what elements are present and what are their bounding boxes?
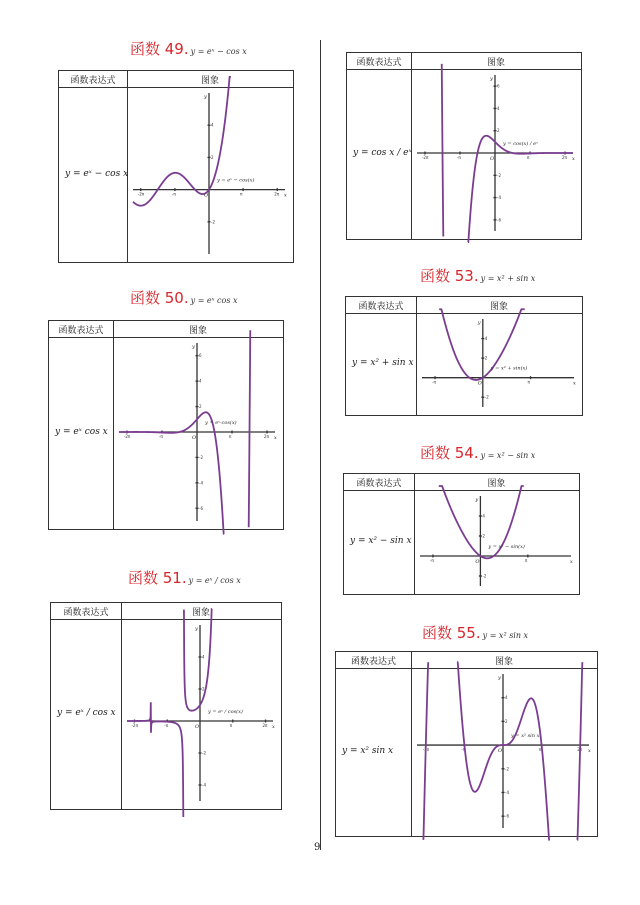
title-50: 函数 50. y = eˣ cos x <box>130 289 238 307</box>
function-graph <box>422 319 574 407</box>
function-expression: y = eˣ / cos x <box>57 708 116 718</box>
curve-label: y = eˣ − cos(x) <box>217 177 255 184</box>
origin-label: O <box>490 156 495 162</box>
y-tick-label: 4 <box>482 513 485 519</box>
header-expression: 函数表达式 <box>63 608 109 618</box>
x-tick-label: -π <box>456 155 461 160</box>
x-tick-label: π <box>527 379 530 385</box>
x-tick-label: 2π <box>274 191 280 197</box>
y-axis-symbol: y <box>192 344 195 350</box>
title-49: 函数 49. y = eˣ − cos x <box>130 40 247 58</box>
function-graph <box>417 75 573 231</box>
origin-label: O <box>204 192 209 199</box>
x-tick-label: -π <box>164 723 169 728</box>
y-tick-label: 2 <box>497 128 500 134</box>
card-53 <box>345 296 583 416</box>
x-tick-label: π <box>240 191 243 197</box>
function-curve <box>133 77 231 206</box>
x-tick-label: 2π <box>264 434 269 439</box>
origin-label: O <box>475 559 480 565</box>
x-tick-label: -2π <box>422 747 430 753</box>
column-divider <box>121 603 122 809</box>
x-axis-symbol: x <box>272 724 275 730</box>
page-divider <box>320 40 321 850</box>
y-tick-label: -6 <box>199 505 203 511</box>
table-header <box>344 474 579 491</box>
function-expression: y = eˣ − cos x <box>65 168 129 179</box>
x-tick-label: π <box>538 747 542 753</box>
y-tick-label: 6 <box>199 353 202 359</box>
header-graph: 图象 <box>188 326 207 336</box>
card-52 <box>346 52 582 240</box>
y-tick-label: 2 <box>199 404 202 410</box>
column-divider <box>416 297 417 415</box>
header-expression: 函数表达式 <box>356 479 402 489</box>
y-tick-label: -4 <box>202 782 206 788</box>
card-50 <box>48 320 284 530</box>
y-tick-label: 4 <box>199 378 202 384</box>
x-axis-symbol: x <box>570 559 573 565</box>
curve-label: y = eˣ / cos(x) <box>208 709 243 715</box>
table-header <box>336 652 597 669</box>
x-axis-symbol: x <box>573 380 576 387</box>
y-tick-label: -2 <box>505 766 509 772</box>
y-axis-symbol: y <box>475 497 479 503</box>
x-tick-label: -2π <box>131 723 138 728</box>
y-tick-label: 4 <box>505 695 508 701</box>
card-51 <box>50 602 282 810</box>
origin-label: O <box>498 748 503 755</box>
function-expression: y = x² sin x <box>342 746 394 756</box>
column-divider <box>411 53 412 239</box>
y-tick-label: 4 <box>202 654 205 660</box>
curve-label: y = eˣ·cos(x) <box>205 420 237 426</box>
x-tick-label: -π <box>171 191 176 197</box>
function-expression: y = x² − sin x <box>350 536 412 546</box>
table-header <box>346 297 582 314</box>
curve-label: y = x² − sin(x) <box>488 544 525 550</box>
x-tick-label: 2π <box>562 155 567 160</box>
x-tick-label: π <box>229 434 232 439</box>
table-header <box>49 321 283 338</box>
function-graph <box>119 343 275 521</box>
y-tick-label: -4 <box>199 480 203 486</box>
header-graph: 图象 <box>191 608 210 618</box>
header-expression: 函数表达式 <box>350 657 396 667</box>
header-expression: 函数表达式 <box>58 326 104 336</box>
title-51: 函数 51. y = eˣ / cos x <box>128 569 241 587</box>
header-expression: 函数表达式 <box>356 58 402 68</box>
y-tick-label: -6 <box>505 813 509 819</box>
x-axis-symbol: x <box>572 156 575 162</box>
y-axis-symbol: y <box>498 675 501 681</box>
origin-label: O <box>477 380 482 387</box>
function-expression: y = cos x / eˣ <box>353 148 412 158</box>
curve-label: y = x² + sin(x) <box>490 365 528 372</box>
y-tick-label: -4 <box>505 789 509 795</box>
origin-label: O <box>192 435 197 441</box>
y-tick-label: 2 <box>484 355 488 361</box>
y-axis-symbol: y <box>490 76 493 82</box>
function-graph <box>133 93 285 254</box>
x-tick-label: 2π <box>262 723 268 728</box>
header-expression: 函数表达式 <box>70 76 116 86</box>
y-axis-symbol: y <box>477 320 481 326</box>
column-divider <box>127 71 128 262</box>
y-tick-label: -6 <box>497 217 501 223</box>
header-graph: 图象 <box>486 58 505 68</box>
curve-label: y = cos(x) / eˣ <box>503 141 538 147</box>
y-tick-label: 2 <box>202 686 205 692</box>
card-49 <box>58 70 294 263</box>
x-tick-label: 2π <box>577 747 583 753</box>
curve-label: y = x² sin x <box>511 733 540 740</box>
page-number: 9 <box>314 842 321 853</box>
y-tick-label: 4 <box>484 336 488 342</box>
column-divider <box>411 652 412 836</box>
y-axis-symbol: y <box>204 94 207 100</box>
column-divider <box>414 474 415 594</box>
table-header <box>59 71 293 88</box>
x-tick-label: -π <box>429 558 434 563</box>
card-54 <box>343 473 580 595</box>
function-expression: y = eˣ cos x <box>55 427 108 437</box>
y-tick-label: -2 <box>211 219 215 225</box>
y-tick-label: -4 <box>497 195 501 201</box>
table-header <box>347 53 581 70</box>
origin-label: O <box>195 724 200 730</box>
y-tick-label: -2 <box>199 454 203 460</box>
x-axis-symbol: x <box>284 192 287 199</box>
y-tick-label: 4 <box>497 105 500 111</box>
x-tick-label: -2π <box>137 191 145 197</box>
y-tick-label: -2 <box>497 172 501 178</box>
x-tick-label: π <box>524 558 528 563</box>
x-axis-symbol: x <box>588 748 591 755</box>
y-tick-label: -2 <box>202 750 206 756</box>
x-tick-label: -2π <box>421 155 429 160</box>
y-axis-symbol: y <box>195 626 198 632</box>
y-tick-label: -2 <box>484 394 489 400</box>
card-55 <box>335 651 598 837</box>
function-graph <box>420 496 571 586</box>
title-55: 函数 55. y = x² sin x <box>422 624 529 642</box>
function-curve <box>127 609 212 817</box>
header-graph: 图象 <box>200 76 219 86</box>
x-tick-label: π <box>527 155 530 160</box>
y-tick-label: 2 <box>505 718 508 724</box>
x-tick-label: -π <box>461 747 466 753</box>
header-graph: 图象 <box>489 302 508 312</box>
y-tick-label: 2 <box>482 533 485 539</box>
function-graph <box>127 625 273 801</box>
function-expression: y = x² + sin x <box>352 358 414 368</box>
title-54: 函数 54. y = x² − sin x <box>420 444 536 462</box>
table-header <box>51 603 281 620</box>
header-graph: 图象 <box>494 657 513 667</box>
function-graph <box>417 674 589 828</box>
y-tick-label: -2 <box>482 573 487 579</box>
x-axis-symbol: x <box>274 435 277 441</box>
y-tick-label: 2 <box>211 154 214 160</box>
header-graph: 图象 <box>487 479 506 489</box>
x-tick-label: -2π <box>123 434 131 439</box>
x-tick-label: -π <box>432 379 436 385</box>
column-divider <box>113 321 114 529</box>
x-tick-label: π <box>229 723 233 728</box>
y-tick-label: 4 <box>211 122 214 128</box>
header-expression: 函数表达式 <box>358 302 404 312</box>
x-tick-label: -π <box>158 434 163 439</box>
y-tick-label: 6 <box>497 83 500 89</box>
title-53: 函数 53. y = x² + sin x <box>420 267 536 285</box>
